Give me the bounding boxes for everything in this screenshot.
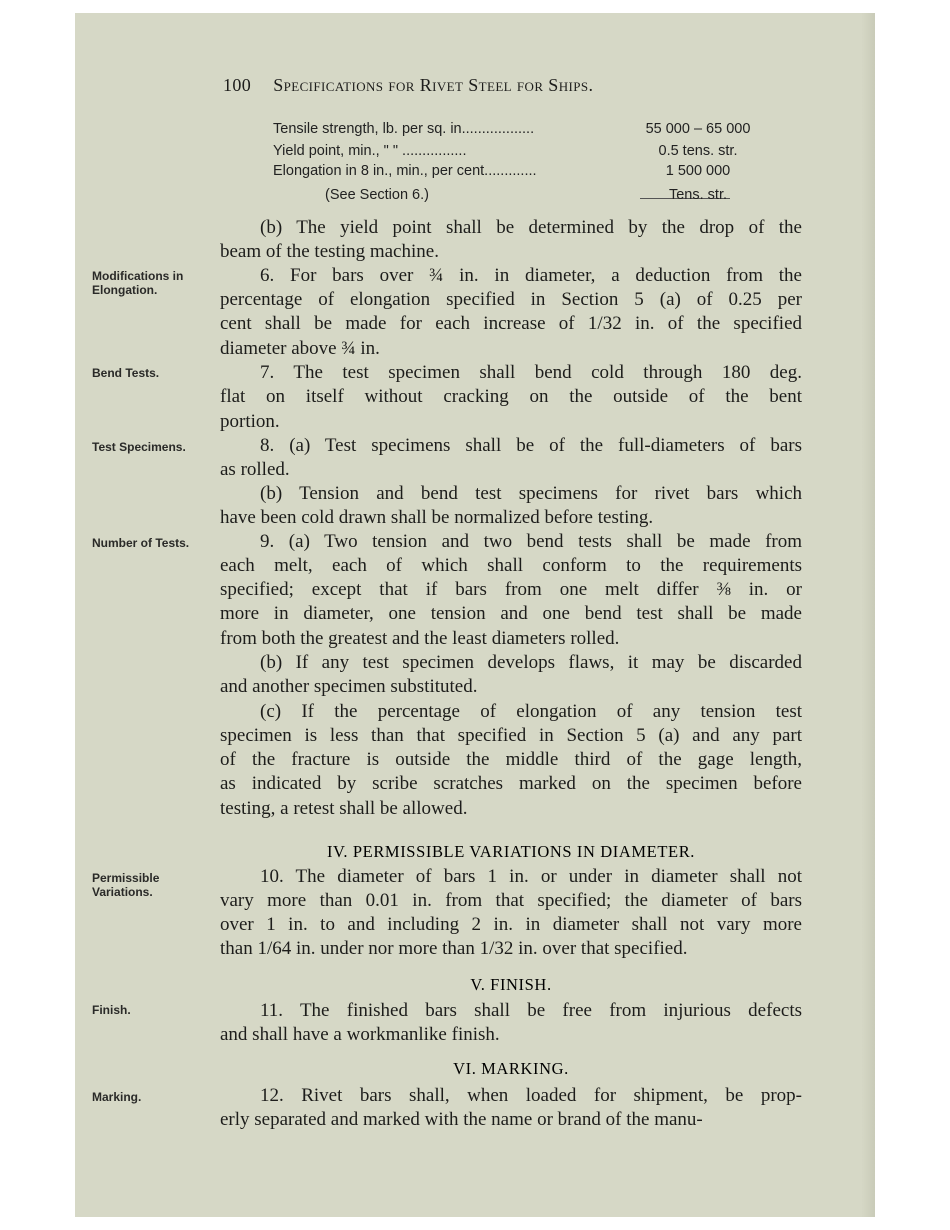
text-line: over 1 in. to and including 2 in. in diameter shall not vary more [220,914,802,935]
text-line: testing, a retest shall be allowed. [220,798,468,819]
text-line: and another specimen substituted. [220,676,478,697]
text-line: cent shall be made for each increase of 1/32 in. of the specified [220,313,802,334]
text-line: (b) The yield point shall be determined by the drop of the [260,217,802,238]
text-line: from both the greatest and the least diameters rolled. [220,628,620,649]
text-line: specified; except that if bars from one melt differ ⅜ in. or [220,579,802,600]
margin-note-finish: Finish. [92,1003,131,1017]
text-line: of the fracture is outside the middle third of the gage length, [220,749,802,770]
text-line: (c) If the percentage of elongation of any tension test [260,701,802,722]
running-title: Specifications for Rivet Steel for Ships. [273,75,594,95]
section-heading-v: V. FINISH. [470,975,552,994]
table-value: 0.5 tens. str. [658,143,738,159]
margin-note-marking: Marking. [92,1090,142,1104]
text-line: percentage of elongation specified in Section 5 (a) of 0.25 per [220,289,802,310]
table-value: 55 000 – 65 000 [645,121,751,137]
text-line: 9. (a) Two tension and two bend tests shall be made from [260,531,802,552]
text-line: 8. (a) Test specimens shall be of the full-diameters of bars [260,435,802,456]
text-line: each melt, each of which shall conform to the requirements [220,555,802,576]
text-line: vary more than 0.01 in. from that specified; the diameter of bars [220,890,802,911]
text-line: 10. The diameter of bars 1 in. or under in diameter shall not [260,866,802,887]
margin-note-permissible: Permissible Variations. [92,871,160,899]
text-line: (b) Tension and bend test specimens for rivet bars which [260,483,802,504]
margin-note-bend-tests: Bend Tests. [92,366,160,380]
book-page [75,13,875,1217]
text-line: as indicated by scribe scratches marked on the specimen before [220,773,802,794]
page-header [223,75,593,96]
text-line: diameter above ¾ in. [220,338,380,359]
text-line: more in diameter, one tension and one bend test shall be made [220,603,802,624]
text-line: and shall have a workmanlike finish. [220,1024,500,1045]
page-number: 100 [223,75,252,95]
table-value: Tens. str. [668,187,728,203]
text-line: as rolled. [220,459,290,480]
text-line: 6. For bars over ¾ in. in diameter, a deduction from the [260,265,802,286]
table-label: (See Section 6.) [325,187,429,203]
text-line: 12. Rivet bars shall, when loaded for shipment, be prop- [260,1085,802,1106]
text-line: 11. The finished bars shall be free from injurious defects [260,1000,802,1021]
margin-note-modifications: Modifications in Elongation. [92,269,184,297]
text-line: (b) If any test specimen develops flaws, it may be discarded [260,652,802,673]
table-label: Yield point, min., " " ................ [273,143,467,159]
text-line: flat on itself without cracking on the outside of the bent [220,386,802,407]
table-label: Elongation in 8 in., min., per cent............. [273,163,537,179]
text-line: 7. The test specimen shall bend cold through 180 deg. [260,362,802,383]
text-line: portion. [220,411,280,432]
text-line: erly separated and marked with the name or brand of the manu- [220,1109,703,1130]
text-line: than 1/64 in. under nor more than 1/32 in. over that specified. [220,938,688,959]
text-line: specimen is less than that specified in Section 5 (a) and any part [220,725,802,746]
table-value: 1 500 000 [665,163,731,179]
section-heading-vi: VI. MARKING. [453,1059,569,1078]
margin-note-test-specimens: Test Specimens. [92,440,186,454]
text-line: have been cold drawn shall be normalized before testing. [220,507,654,528]
margin-note-number-of-tests: Number of Tests. [92,536,190,550]
text-line: beam of the testing machine. [220,241,439,262]
table-label: Tensile strength, lb. per sq. in.................. [273,121,535,137]
section-heading-iv: IV. PERMISSIBLE VARIATIONS IN DIAMETER. [326,842,696,861]
